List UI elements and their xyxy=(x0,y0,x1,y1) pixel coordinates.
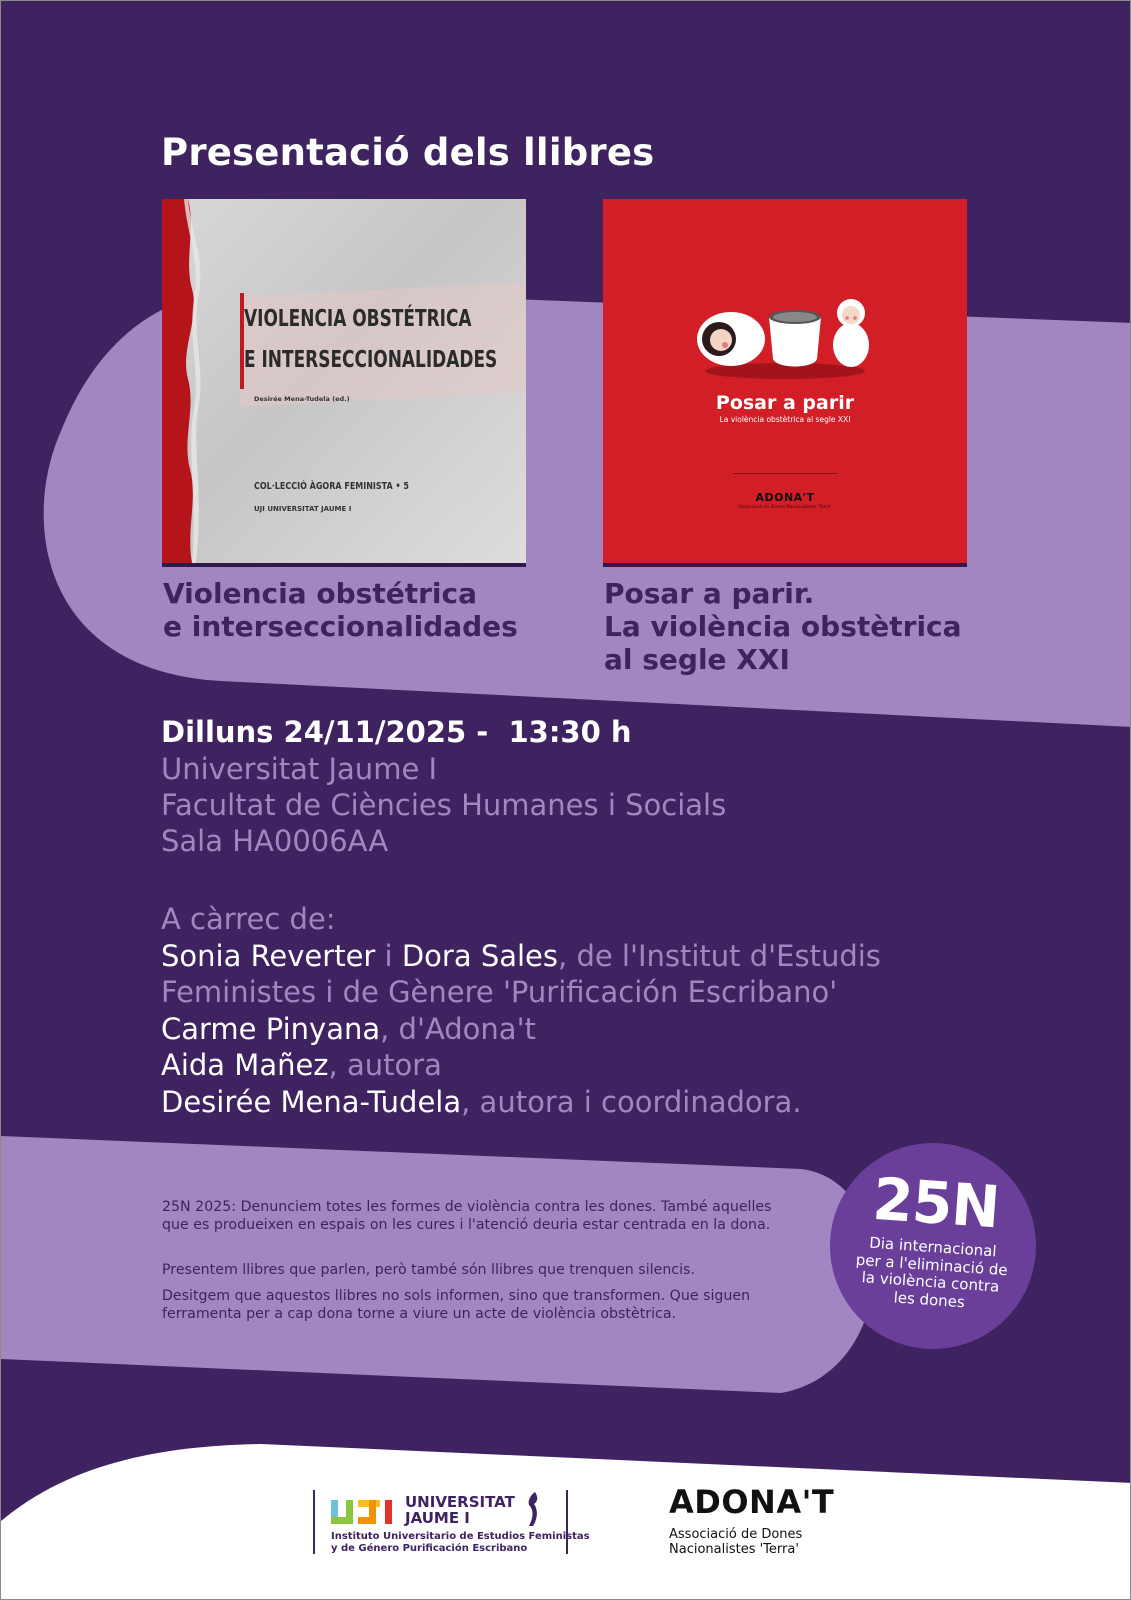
event-room: Sala HA0006AA xyxy=(161,824,389,858)
book-caption-posar-a-parir: Posar a parir. La violència obstètrica al segle XXI xyxy=(604,577,962,676)
speaker-name: Dora Sales xyxy=(401,938,559,973)
speakers-intro: A càrrec de: xyxy=(161,902,336,936)
event-venue: Universitat Jaume I xyxy=(161,752,438,786)
doll-half-pot-icon xyxy=(769,310,821,367)
uji-institute-name: Instituto Universitario de Estudios Feministas y de Género Purificación Escribano xyxy=(331,1531,590,1554)
uji-institute-logo xyxy=(313,1490,590,1554)
speaker-role: , autora xyxy=(328,1048,442,1082)
fallen-doll-icon xyxy=(697,312,765,366)
cover-subtitle: La violència obstètrica al segle XXI xyxy=(719,415,851,424)
speaker-name: Carme Pinyana xyxy=(161,1011,381,1046)
speaker-line-4 xyxy=(161,1084,981,1121)
speaker-name: Sonia Reverter xyxy=(161,938,376,973)
uji-name: UNIVERSITAT JAUME I xyxy=(405,1493,515,1527)
speaker-line-2 xyxy=(161,1011,981,1048)
event-faculty: Facultat de Ciències Humanes i Socials xyxy=(161,788,727,822)
institute-figure-icon xyxy=(525,1492,543,1526)
cover-publisher: UJI UNIVERSITAT JAUME I xyxy=(254,505,352,513)
speaker-role: , de l'Institut d'Estudis xyxy=(558,938,881,973)
cover-author: Desirée Mena-Tudela (ed.) xyxy=(254,395,350,403)
speakers-list xyxy=(161,901,981,1120)
speaker-line-3 xyxy=(161,1047,981,1084)
logo-divider xyxy=(313,1490,315,1554)
cover-publisher-subtitle: Associació de Dones Nacionalistes 'Terra' xyxy=(738,505,832,510)
cover-publisher-logo: ADONA'T xyxy=(755,491,815,504)
note-paragraph-2: Presentem llibres que parlen, però també són llibres que trenquen silencis. xyxy=(162,1262,695,1278)
uji-mark-icon xyxy=(331,1498,403,1526)
adonat-name: ADONA'T xyxy=(669,1483,835,1521)
event-datetime: Dilluns 24/11/2025 - 13:30 h xyxy=(161,715,632,749)
cover-divider xyxy=(733,473,837,474)
speaker-line-1: Sonia Reverter i Dora Sales, de l'Institut d'Estudis xyxy=(161,938,881,973)
badge-title: 25N xyxy=(870,1164,1002,1242)
note-paragraph-1: 25N 2025: Denunciem totes les formes de violència contra les dones. També aquelles que es produeixen en espais on les cures i l'atenció deuria estar centrada en la dona. xyxy=(162,1199,772,1233)
cover-title: Posar a parir xyxy=(715,392,855,414)
adonat-subtitle: Associació de Dones Nacionalistes 'Terra' xyxy=(669,1527,803,1557)
book-cover-violencia xyxy=(162,199,526,563)
speaker-name: Aida Mañez xyxy=(161,1048,329,1082)
note-paragraph-3: Desitgem que aquestos llibres no sols informen, sino que transformen. Que siguen ferramenta per a cap dona torne a viure un acte de violència obstètrica. xyxy=(162,1288,751,1322)
speaker-role: , d'Adona't xyxy=(380,1011,536,1046)
adonat-logo xyxy=(669,1483,869,1557)
page-title: Presentació dels llibres xyxy=(161,131,655,174)
cover-title: VIOLENCIA OBSTÉTRICA E INTERSECCIONALIDADES xyxy=(244,306,498,373)
book-caption-violencia: Violencia obstétrica e interseccionalidades xyxy=(163,577,518,643)
speaker-role-continued: Feministes i de Gènere 'Purificación Escribano' xyxy=(161,975,838,1009)
book-cover-posar-a-parir xyxy=(603,199,967,563)
cover-collection: COL·LECCIÓ ÀGORA FEMINISTA • 5 xyxy=(254,481,409,492)
badge-text: Dia internacional per a l'eliminació de la violència contra les dones xyxy=(855,1233,1009,1311)
speaker-name: Desirée Mena-Tudela xyxy=(161,1084,462,1119)
speaker-role: , autora i coordinadora. xyxy=(461,1084,802,1119)
standing-doll-icon xyxy=(833,299,869,367)
